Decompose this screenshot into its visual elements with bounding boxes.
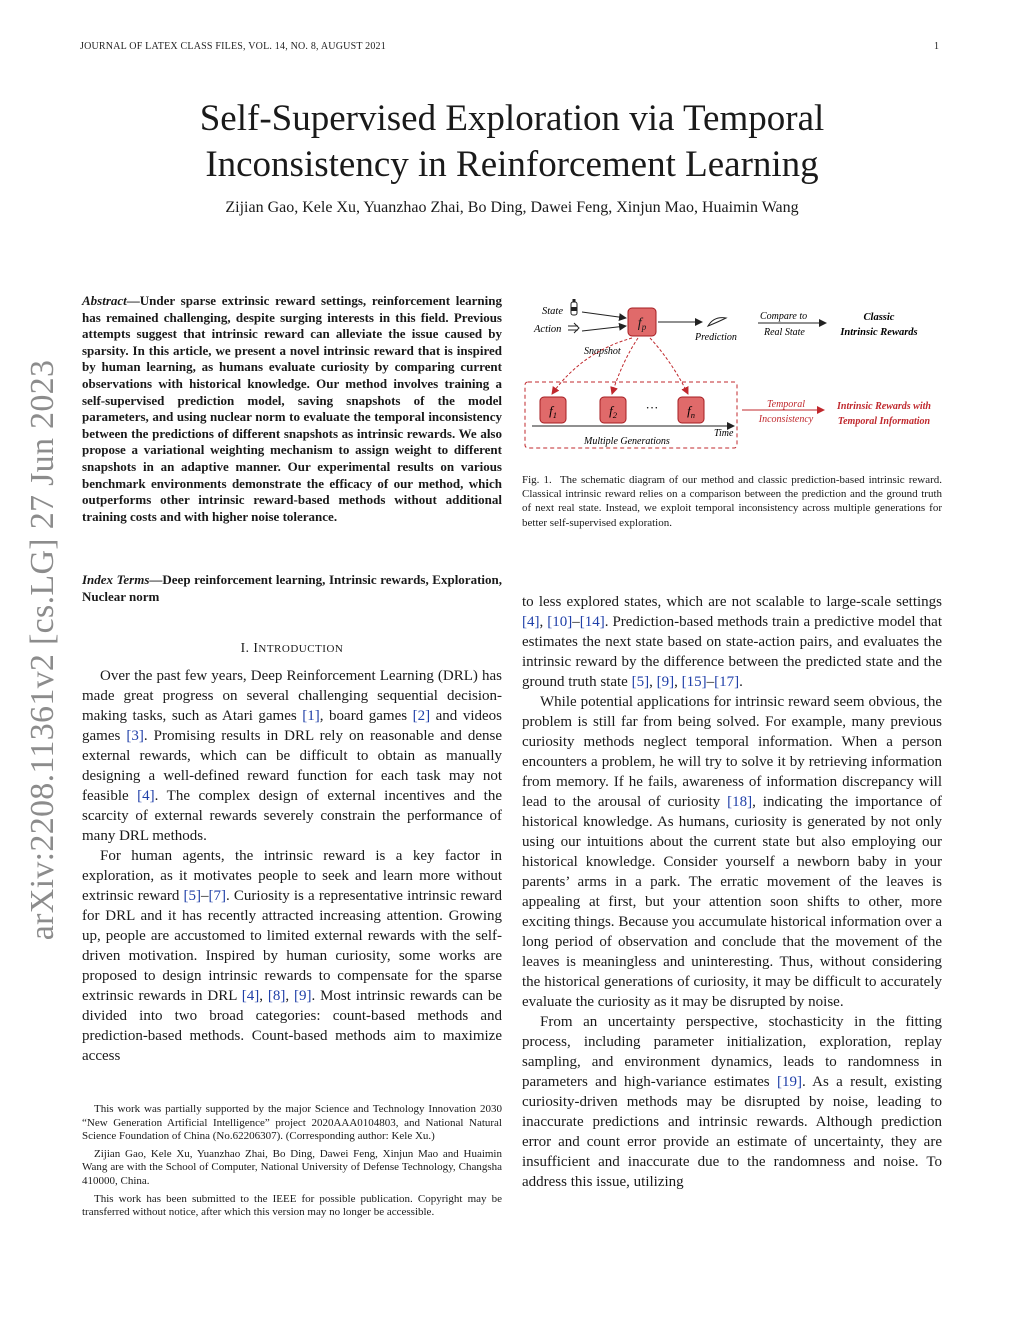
paragraph: From an uncertainty perspective, stochasticity in the fitting process, including parameter initialization, exploration, replay sampling, and environment dynamics, leads to randomness in parameters and high-variance estimates [19]. As a result, existing curiosity-driven methods may be disrupted by noise, leading to inaccurate predictions and intrinsic rewards. Although prediction error and count error provide an estimate of uncertainty, they are insufficient and inaccurate due to the randomness and noise. To address this issue, utilizing	[522, 1014, 942, 1190]
figure-1-caption	[522, 473, 942, 530]
citation-link[interactable]: [2]	[412, 708, 431, 724]
section-title-rest: NTRODUCTION	[258, 643, 344, 655]
ellipsis: ···	[645, 400, 659, 415]
snapshot-dashed-arrow-3	[650, 338, 688, 394]
paragraph: For human agents, the intrinsic reward is a key factor in exploration, as it motivates people to seek and learn more without extrinsic reward [5]–[7]. Curiosity is a representative intrinsic reward for DRL and it has recently attracted increasing attention. Growing up, people are accustomed to limited external rewards with the self-driven motivation. Inspired by human curiosity, some works are proposed to design intrinsic rewards to compensate for the sparse extrinsic rewards in DRL [4], [8], [9]. Most intrinsic rewards can be divided into two broad categories: count-based methods and prediction-based methods. Count-based methods aim to maximize access	[82, 848, 503, 1064]
temporal-label-1: Temporal	[767, 399, 805, 410]
citation-link[interactable]: [10]	[547, 614, 573, 630]
prediction-label: Prediction	[695, 332, 737, 343]
compare-label-2: Real State	[764, 327, 805, 338]
abstract-text: —Under sparse extrinsic reward settings, reinforcement learning has remained challenging, despite surging interests in this field. Previous attempts suggest that intrinsic reward can alleviate the issue caused by sparsity. In this article, we present a novel intrinsic reward that is inspired by human learning, as humans evaluate curiosity by comparing current observations with historical knowledge. Our method involves training a self-supervised prediction model, saving snapshots of the model parameters, and using nuclear norm to evaluate the temporal inconsistency between the predictions of different snapshots as intrinsic rewards. We also propose a variational weighting mechanism to assign weight to different snapshots in an adaptive manner. Our experimental results on various benchmark environments demonstrate the efficacy of our method, which outperforms other intrinsic reward-based methods without additional training costs and with higher noise tolerance.	[82, 293, 502, 524]
index-terms-label: Index Terms	[82, 572, 150, 587]
left-column-body	[82, 666, 502, 1066]
caption-text: The schematic diagram of our method and classic prediction-based intrinsic reward. Classical intrinsic reward relies on a comparison between the prediction and the ground truth of next real state. Instead, we exploit temporal inconsistency across multiple generations for better self-supervised exploration.	[522, 474, 942, 529]
paragraph: Over the past few years, Deep Reinforcement Learning (DRL) has made great progress on several challenging sequential decision-making tasks, such as Atari games [1], board games [2] and videos games [3]. Promising results in DRL rely on reasonable and dense external rewards, which can be difficult to obtain as manually designing a well-defined reward function for each task may not feasible [4]. The complex design of external incentives and the scarcity of external rewards severely constrain the performance of many DRL methods.	[82, 668, 503, 844]
classic-label-2: Intrinsic Rewards	[840, 327, 918, 338]
citation-link[interactable]: [19]	[776, 1074, 802, 1090]
ir-temporal-label-1: Intrinsic Rewards with	[837, 401, 931, 412]
citation-link[interactable]: [4]	[137, 788, 155, 804]
citation-link[interactable]: [9]	[293, 988, 312, 1004]
footnote-affiliation: Zijian Gao, Kele Xu, Yuanzhao Zhai, Bo Ding, Dawei Feng, Xinjun Mao and Huaimin Wang are with the School of Computer, National University of Defense Technology, Changsha 410000, China.	[82, 1147, 502, 1187]
title-line-2: Inconsistency in Reinforcement Learning	[205, 144, 819, 185]
citation-link[interactable]: [15]	[681, 674, 707, 690]
ir-temporal-label-2: Temporal Information	[837, 416, 931, 427]
state-label: State	[542, 306, 563, 317]
feather-icon	[708, 318, 726, 326]
bottle-icon	[571, 299, 577, 315]
section-numeral: I. I	[240, 640, 259, 655]
footnote-funding: This work was partially supported by the major Science and Technology Innovation 2030 “New Generation Artificial Intelligence” project 2020AAA0104803, and National Natural Science Foundation of China (No.62206307). (Corresponding author: Kele Xu.)	[82, 1103, 502, 1143]
snapshot-label: Snapshot	[584, 346, 621, 357]
paragraph: to less explored states, which are not scalable to large-scale settings [4], [10]–[14]. Prediction-based methods train a predictive model that estimates the next state based on state-action pairs, and evaluates the intrinsic reward by the difference between the predicted state and the ground truth state [5], [9], [15]–[17].	[522, 594, 942, 690]
svg-text:f1: $f_1$	[549, 403, 557, 420]
citation-link[interactable]: [14]	[579, 614, 605, 630]
citation-link[interactable]: [7]	[208, 888, 227, 904]
citation-link[interactable]: [8]	[267, 988, 286, 1004]
snapshot-f1-box	[540, 397, 566, 423]
page-number: 1	[934, 41, 939, 52]
paragraph: While potential applications for intrinsic reward seem obvious, the problem is still far from being solved. For example, many previous curiosity methods neglect temporal information. When a person encounters a problem, he will try to solve it by retrieving information from memory. If he fails, awareness of information discrepancy will lead to the arousal of curiosity [18], indicating the importance of historical knowledge. As humans, curiosity is generated by not only using our intuitions about the current state but also employing our historical knowledge. Consider yourself a newborn baby in your parents’ arms in a park. The erratic movement of the leaves is appealing at first, but your attention soon shifts to other, more exciting things. Because you accumulate historical information over a long period of observation and conclude that the movement of the leaves is meaningless and uninteresting. Thus, without considering the historical generations of curiosity, it may be difficult to accurately evaluate the curiosity as it may be disrupted by noise.	[522, 694, 942, 1010]
abstract-label: Abstract	[82, 293, 127, 308]
citation-link[interactable]: [18]	[727, 794, 753, 810]
paper-title	[100, 96, 924, 188]
section-heading-introduction	[82, 640, 502, 656]
journal-header: JOURNAL OF LATEX CLASS FILES, VOL. 14, NO. 8, AUGUST 2021	[80, 41, 386, 52]
multiple-generations-label: Multiple Generations	[584, 436, 670, 447]
citation-link[interactable]: [5]	[631, 674, 650, 690]
caption-label: Fig. 1.	[522, 474, 552, 486]
compare-label-1: Compare to	[760, 311, 808, 322]
title-line-1: Self-Supervised Exploration via Temporal	[199, 98, 825, 139]
abstract	[82, 293, 502, 525]
index-terms-text: —Deep reinforcement learning, Intrinsic rewards, Exploration, Nuclear norm	[82, 572, 502, 604]
predictor-fp-box	[628, 308, 656, 336]
hand-icon	[568, 323, 579, 333]
figure-1-diagram	[522, 290, 942, 450]
index-terms	[82, 572, 502, 605]
author-list: Zijian Gao, Kele Xu, Yuanzhao Zhai, Bo Ding, Dawei Feng, Xinjun Mao, Huaimin Wang	[225, 199, 799, 216]
temporal-label-2: Inconsistency	[758, 414, 814, 425]
state-arrow	[582, 312, 626, 318]
citation-link[interactable]: [1]	[302, 708, 320, 724]
citation-link[interactable]: [17]	[714, 674, 740, 690]
svg-text:fn: $f_n$	[687, 403, 695, 420]
footnote-copyright: This work has been submitted to the IEEE for possible publication. Copyright may be transferred without notice, after which this version may no longer be accessible.	[82, 1192, 502, 1219]
citation-link[interactable]: [3]	[126, 728, 144, 744]
time-label: Time	[714, 428, 734, 439]
right-column-body	[522, 592, 942, 1192]
footnotes	[82, 1103, 502, 1224]
citation-link[interactable]: [9]	[656, 674, 675, 690]
snapshot-fn-box	[678, 397, 704, 423]
citation-link[interactable]: [5]	[183, 888, 202, 904]
fp-label: $f_p$	[637, 316, 647, 332]
action-arrow	[582, 326, 626, 331]
arxiv-stamp: arXiv:2208.11361v2 [cs.LG] 27 Jun 2023	[24, 359, 61, 941]
citation-link[interactable]: [4]	[522, 614, 540, 630]
svg-text:f2: $f_2$	[609, 403, 617, 420]
action-label: Action	[534, 324, 562, 335]
classic-label-1: Classic	[863, 312, 895, 323]
citation-link[interactable]: [4]	[241, 988, 260, 1004]
snapshot-f2-box	[600, 397, 626, 423]
